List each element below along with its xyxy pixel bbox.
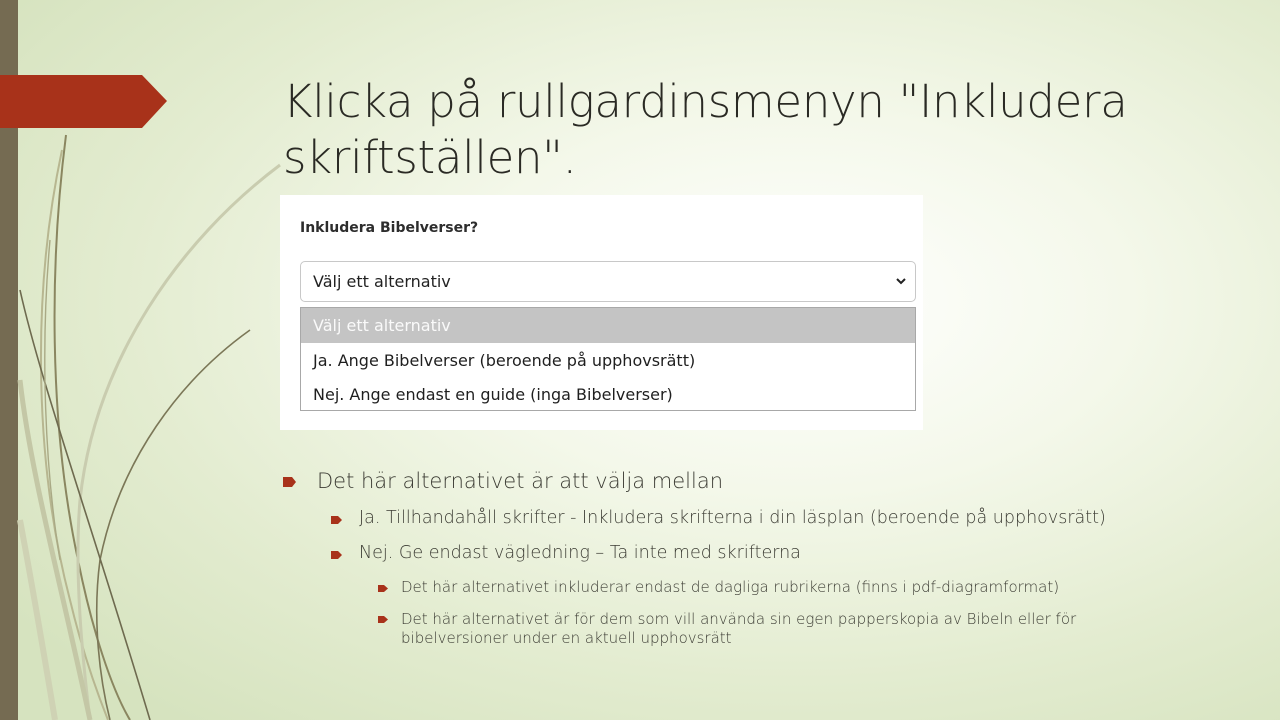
slide-title: Klicka på rullgardinsmenyn "Inkludera skriftställen".: [283, 75, 1128, 184]
chevron-down-icon: [895, 275, 907, 287]
dropdown-screenshot-panel: [280, 195, 923, 430]
bullet-yes-option: Ja. Tillhandahåll skrifter - Inkludera skrifterna i din läsplan (beroende på upphovsrätt): [359, 508, 1106, 528]
option-choose[interactable]: Välj ett alternativ: [301, 308, 915, 343]
option-yes[interactable]: Ja. Ange Bibelverser (beroende på upphovsrätt): [313, 350, 696, 370]
field-label: Inkludera Bibelverser?: [300, 220, 479, 236]
decorative-plant-lines: [0, 0, 300, 720]
include-scripture-select[interactable]: [300, 261, 916, 302]
bullet-arrow-icon: [378, 615, 389, 624]
bullet-arrow-icon: [283, 476, 297, 488]
bullet-level1: Det här alternativet är att välja mellan: [317, 469, 724, 493]
bullet-detail-headings: Det här alternativet inkluderar endast de dagliga rubrikerna (finns i pdf-diagramformat): [401, 578, 1060, 596]
bullet-no-option: Nej. Ge endast vägledning – Ta inte med skrifterna: [359, 543, 801, 563]
select-value: Välj ett alternativ: [313, 272, 451, 291]
bullet-arrow-icon: [331, 515, 343, 525]
bullet-arrow-icon: [378, 584, 389, 593]
dropdown-options-list: [300, 307, 916, 411]
bullet-detail-own-bible: Det här alternativet är för dem som vill använda sin egen papperskopia av Bibeln eller för bibelversioner under en aktuell upphovsrätt: [401, 610, 1077, 647]
option-no[interactable]: Nej. Ange endast en guide (inga Bibelverser): [313, 384, 673, 404]
bullet-arrow-icon: [331, 550, 343, 560]
